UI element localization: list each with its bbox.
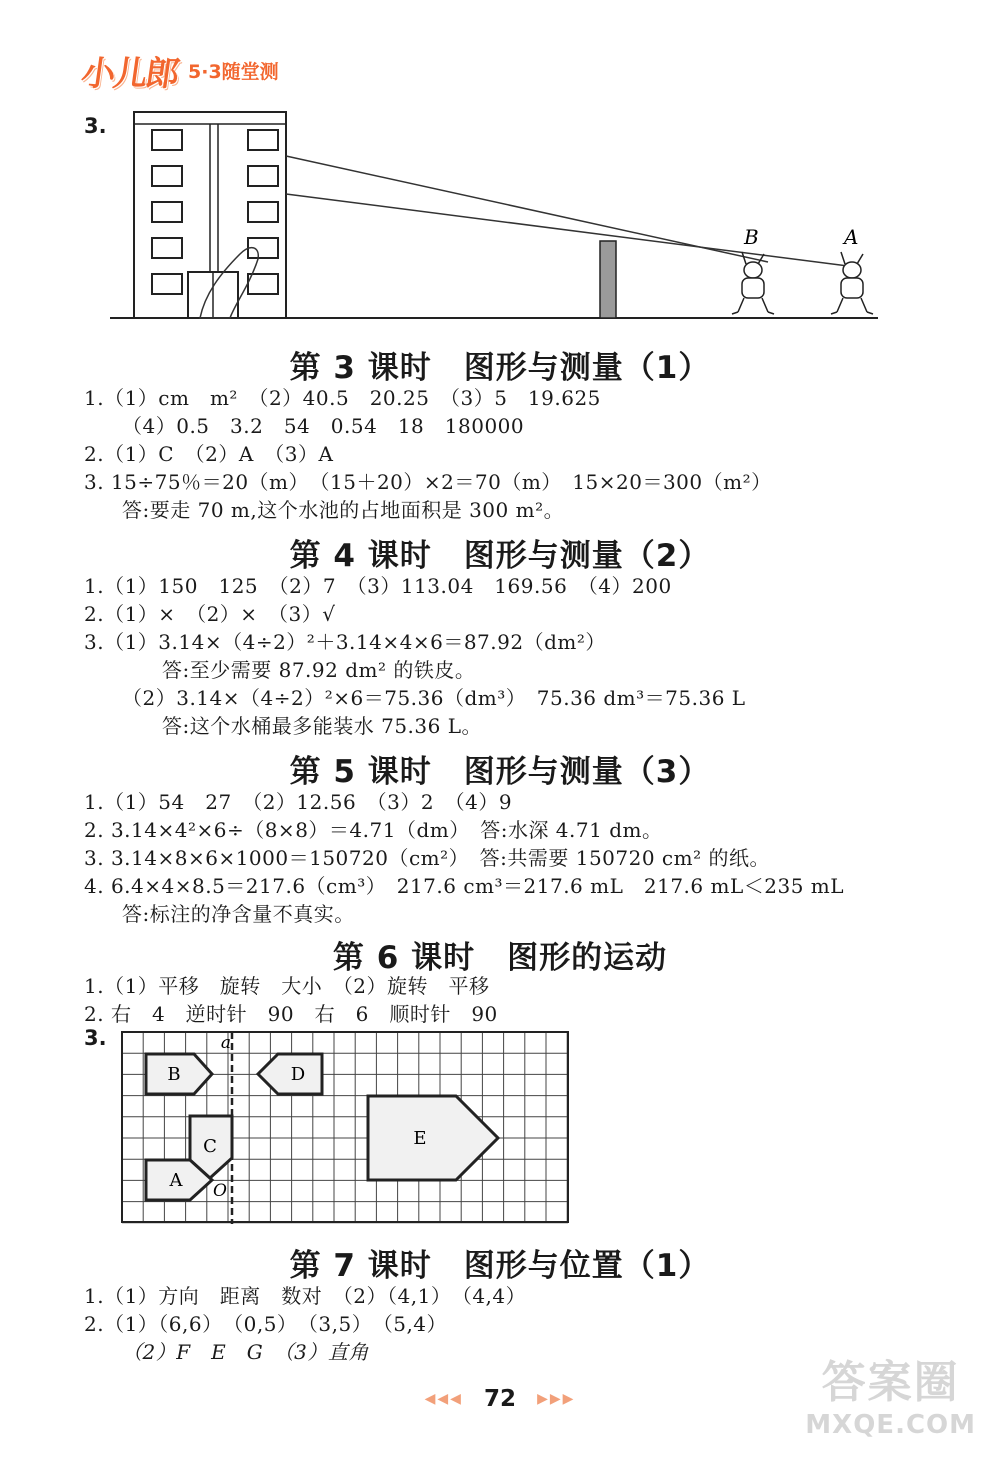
s4-line-5: （2）3.14×（4÷2）²×6＝75.36（dm³） 75.36 dm³＝75.36 L <box>122 686 746 710</box>
s5-line-2: 2. 3.14×4²×6÷（8×8）＝4.71（dm） 答:水深 4.71 dm。 <box>84 818 663 842</box>
s3-line-2: （4）0.5 3.2 54 0.54 18 180000 <box>122 414 525 438</box>
logo-subtitle: 5·3随堂测 <box>188 61 279 83</box>
s4-line-6: 答:这个水桶最多能装水 75.36 L。 <box>162 714 482 738</box>
axis-a-label: a <box>220 1033 232 1053</box>
s5-line-5: 答:标注的净含量不真实。 <box>122 902 355 926</box>
section-title-lesson-7: 第 7 课时 图形与位置（1） <box>289 1248 711 1284</box>
figure-a <box>831 252 873 314</box>
shape-b-label: B <box>167 1064 181 1085</box>
watermark <box>805 1346 976 1440</box>
s7-line-1: 1.（1）方向 距离 数对 （2）（4,1） （4,4） <box>84 1284 527 1308</box>
s7-line-2: 2.（1）（6,6） （0,5） （3,5） （5,4） <box>84 1312 448 1336</box>
watermark-url: MXQE.COM <box>805 1410 976 1440</box>
shape-e-label: E <box>413 1128 427 1149</box>
section-title-lesson-3: 第 3 课时 图形与测量（1） <box>289 350 711 386</box>
origin-o-label: O <box>213 1181 227 1201</box>
section-title-lesson-5: 第 5 课时 图形与测量（3） <box>289 754 711 790</box>
s5-line-4: 4. 6.4×4×8.5＝217.6（cm³） 217.6 cm³＝217.6 mL 217.6 mL＜235 mL <box>84 874 845 898</box>
watermark-title: 答案圈 <box>821 1357 960 1408</box>
s5-line-1: 1.（1）54 27 （2）12.56 （3）2 （4）9 <box>84 790 513 814</box>
s6-question-3-label: 3. <box>84 1026 107 1050</box>
s3-line-1: 1.（1）cm m² （2）40.5 20.25 （3）5 19.625 <box>84 386 601 410</box>
transformation-grid <box>120 1030 572 1226</box>
s6-line-2: 2. 右 4 逆时针 90 右 6 顺时针 90 <box>84 1002 498 1026</box>
question-3-label: 3. <box>84 114 107 138</box>
s3-line-5: 答:要走 70 m,这个水池的占地面积是 300 m²。 <box>122 498 565 522</box>
logo-main: 小儿郎 <box>78 54 181 94</box>
section-title-lesson-4: 第 4 课时 图形与测量（2） <box>289 538 711 574</box>
building-sightline-diagram <box>110 104 890 334</box>
s4-line-4: 答:至少需要 87.92 dm² 的铁皮。 <box>162 658 476 682</box>
shape-a-label: A <box>169 1170 183 1191</box>
pole <box>600 241 616 318</box>
s3-line-4: 3. 15÷75％＝20（m） （15＋20）×2＝70（m） 15×20＝300（m²） <box>84 470 772 494</box>
page-number: 72 <box>483 1386 516 1412</box>
arrows-right-icon: ▶▶▶ <box>537 1391 576 1407</box>
shape-c-label: C <box>203 1136 217 1157</box>
section-title-lesson-6: 第 6 课时 图形的运动 <box>332 940 668 976</box>
s7-line-3: （2）F E G （3）直角 <box>122 1340 369 1364</box>
shape-e <box>368 1096 498 1180</box>
s4-line-2: 2.（1）× （2）× （3）√ <box>84 602 336 626</box>
s5-line-3: 3. 3.14×8×6×1000＝150720（cm²） 答:共需要 150720 cm² 的纸。 <box>84 846 770 870</box>
shape-d-label: D <box>290 1064 306 1085</box>
arrows-left-icon: ◀◀◀ <box>424 1391 463 1407</box>
s4-line-3: 3.（1）3.14×（4÷2）²＋3.14×4×6＝87.92（dm²） <box>84 630 606 654</box>
s4-line-1: 1.（1）150 125 （2）7 （3）113.04 169.56 （4）200 <box>84 574 672 598</box>
label-a: A <box>844 225 859 249</box>
brand-logo <box>78 46 279 95</box>
label-b: B <box>744 225 759 249</box>
s3-line-3: 2.（1）C （2）A （3）A <box>84 442 334 466</box>
s6-line-1: 1.（1）平移 旋转 大小 （2）旋转 平移 <box>84 974 490 998</box>
